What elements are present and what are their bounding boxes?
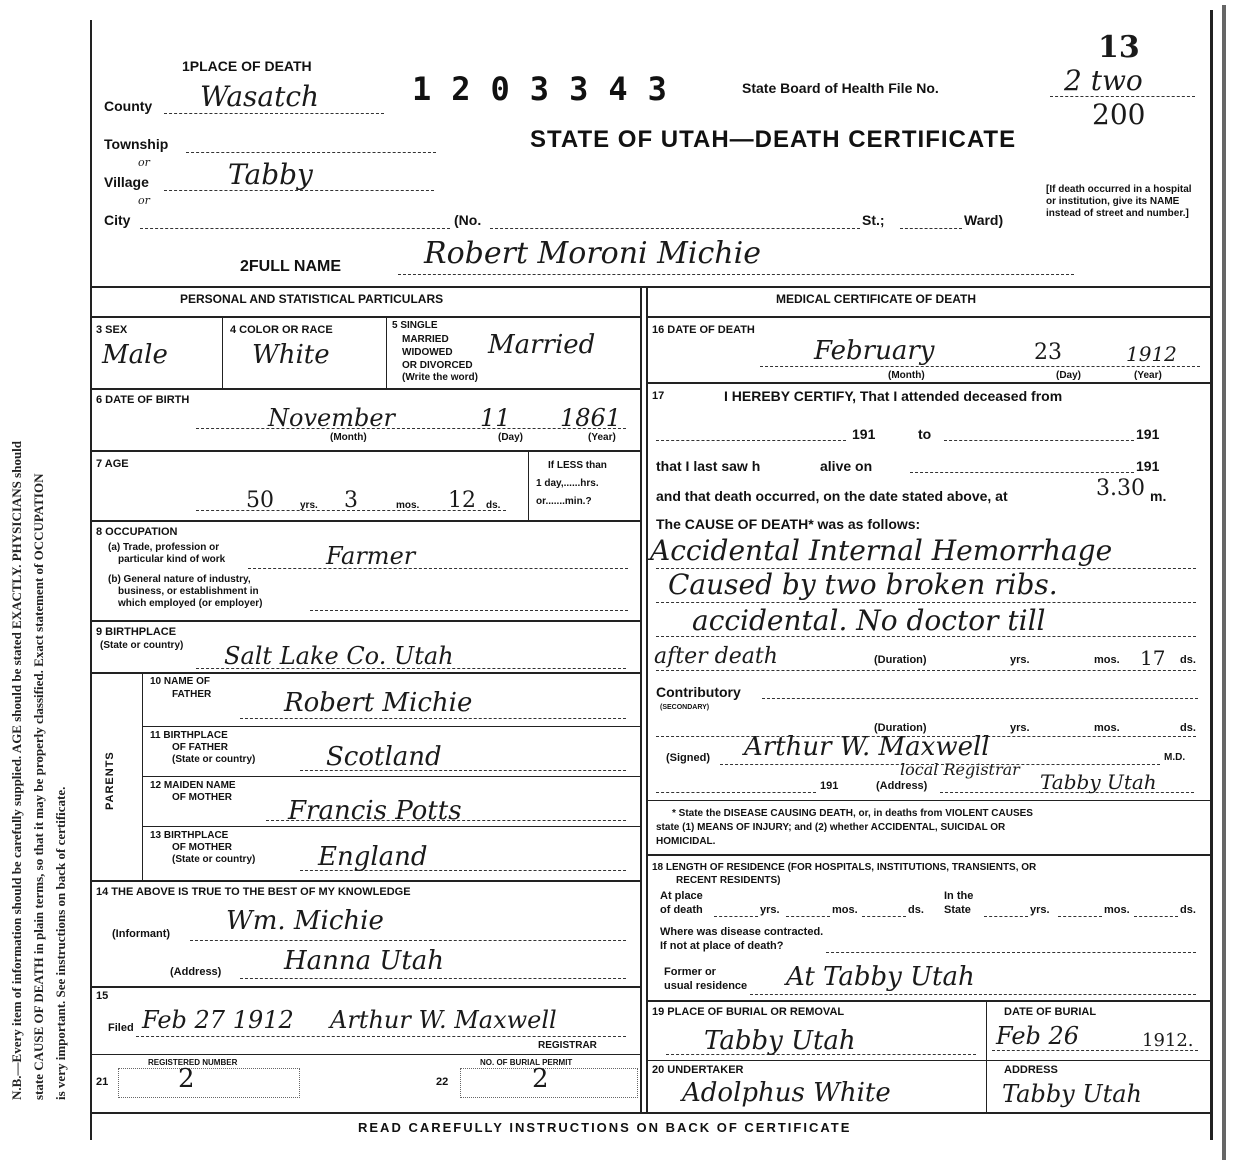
or-text-2: or — [138, 194, 150, 207]
filed-number: 15 — [96, 990, 109, 1002]
marital-label-2: MARRIED — [402, 334, 449, 345]
cause-1: Accidental Internal Hemorrhage — [650, 534, 1113, 567]
side-notice — [6, 0, 76, 1100]
footnote-1: * State the DISEASE CAUSING DEATH, or, in deaths from VIOLENT CAUSES — [672, 808, 1033, 819]
marital-label-1: 5 SINGLE — [392, 320, 438, 331]
signed-date-191: 191 — [820, 780, 839, 792]
signed-date-line — [656, 792, 816, 793]
filed-label: Filed — [108, 1022, 134, 1034]
reg-number-box — [118, 1068, 300, 1098]
page-edge — [1222, 5, 1226, 1160]
undertaker-address-label: ADDRESS — [1004, 1064, 1058, 1076]
v-color-marital — [386, 316, 387, 388]
residence-label-1: 18 LENGTH OF RESIDENCE (FOR HOSPITALS, INSTITUTIONS, TRANSIENTS, OR — [652, 862, 1037, 873]
right-rule-2 — [646, 382, 1210, 384]
section-top-rule — [90, 286, 1210, 288]
residence-label-2: RECENT RESIDENTS) — [676, 875, 781, 886]
secondary-label: (SECONDARY) — [660, 704, 710, 711]
certify-line-1: I HEREBY CERTIFY, That I attended deceased from — [724, 388, 1063, 404]
parents-rule-3 — [142, 826, 640, 827]
right-rule-1 — [646, 316, 1210, 318]
num-17: 17 — [652, 390, 665, 402]
age-months: 3 — [344, 488, 358, 513]
marital-write: (Write the word) — [402, 372, 478, 383]
age-days: 12 — [448, 488, 476, 513]
duration2-yrs: yrs. — [1010, 722, 1030, 734]
father-bp-2: OF FATHER — [172, 742, 228, 753]
full-name-value: Robert Moroni Michie — [424, 236, 761, 271]
age-years: 50 — [246, 488, 274, 513]
local-registrar: local Registrar — [900, 760, 1020, 779]
contributory-label: Contributory — [656, 684, 741, 700]
father-line — [240, 718, 626, 719]
cause-3: accidental. No doctor till — [692, 604, 1046, 637]
certify-to: to — [918, 426, 932, 442]
dod-month: February — [814, 336, 935, 366]
birthplace-sub: (State or country) — [100, 640, 184, 651]
informant-label: (Informant) — [112, 928, 171, 940]
ward-label: Ward) — [964, 212, 1004, 228]
age-label: 7 AGE — [96, 458, 129, 470]
occupation-label: 8 OCCUPATION — [96, 526, 178, 538]
mother-bp-value: England — [318, 842, 428, 872]
place-of-death-label: 1PLACE OF DEATH — [182, 58, 312, 74]
v-age-less — [528, 450, 529, 520]
dob-day-caption: (Day) — [498, 432, 524, 443]
sex-label: 3 SEX — [96, 324, 128, 336]
signed-label: (Signed) — [666, 752, 710, 764]
dod-year: 1912 — [1126, 342, 1177, 366]
left-border — [90, 20, 92, 1140]
father-bp-1: 11 BIRTHPLACE — [150, 730, 228, 741]
certificate-title: STATE OF UTAH—DEATH CERTIFICATE — [530, 126, 1017, 153]
parents-label: PARENTS — [104, 751, 116, 810]
occ-a-1: (a) Trade, profession or — [108, 542, 220, 553]
reg-21: 21 — [96, 1076, 109, 1088]
duration2-ds: ds. — [1180, 722, 1196, 734]
dob-year: 1861 — [560, 404, 622, 432]
father-label-2: FATHER — [172, 689, 212, 700]
occ-b-3: which employed (or employer) — [118, 598, 263, 609]
center-divider — [640, 286, 642, 1112]
in-state-1: In the — [944, 890, 974, 902]
at-place-2: of death — [660, 904, 703, 916]
occ-b-line — [310, 610, 628, 611]
signed-address-label: (Address) — [876, 780, 928, 792]
informant-address-label: (Address) — [170, 966, 222, 978]
certify-line-3b: alive on — [820, 458, 873, 474]
mother-bp-1: 13 BIRTHPLACE — [150, 830, 229, 841]
informant-line — [190, 940, 626, 941]
occ-a-2: particular kind of work — [118, 554, 226, 565]
dob-day: 11 — [480, 404, 511, 432]
at-place-mos-line — [786, 916, 830, 917]
in-state-yrs-line — [984, 916, 1028, 917]
birthplace-label: 9 BIRTHPLACE — [96, 626, 177, 638]
certify-191-a: 191 — [852, 426, 876, 442]
occ-b-2: business, or establishment in — [118, 586, 259, 597]
father-bp-value: Scotland — [326, 742, 442, 772]
right-rule-5 — [646, 1000, 1210, 1002]
right-rule-6 — [646, 1060, 1210, 1061]
hospital-note: [If death occurred in a hospital or institution, give its NAME instead of street and number.] — [1046, 184, 1192, 219]
cause-2: Caused by two broken ribs. — [668, 568, 1058, 601]
burial-divider — [986, 1000, 987, 1112]
former-line — [750, 994, 1196, 995]
left-rule-5 — [90, 620, 640, 622]
at-place-yrs-line — [714, 916, 758, 917]
mother-label-2: OF MOTHER — [172, 792, 232, 803]
registered-no-value: 200 — [1092, 98, 1146, 131]
father-label-1: 10 NAME OF — [150, 676, 211, 687]
former-1: Former or — [664, 966, 716, 978]
village-label: Village — [104, 174, 149, 190]
duration-ds: ds. — [1180, 654, 1196, 666]
occ-a-line — [248, 568, 628, 569]
in-state-yrs: yrs. — [1030, 904, 1050, 916]
left-rule-8 — [90, 986, 640, 988]
marital-label-4: OR DIVORCED — [402, 360, 473, 371]
marital-label-3: WIDOWED — [402, 347, 453, 358]
parents-rule-2 — [142, 776, 640, 777]
burial-permit-box — [460, 1068, 638, 1098]
medical-heading: MEDICAL CERTIFICATE OF DEATH — [776, 292, 976, 306]
informant-value: Wm. Michie — [226, 906, 384, 936]
duration2-mos: mos. — [1094, 722, 1120, 734]
dod-month-caption: (Month) — [888, 370, 925, 381]
dob-month-caption: (Month) — [330, 432, 367, 443]
street-label: St.; — [862, 212, 885, 228]
reg-22: 22 — [436, 1076, 449, 1088]
in-state-ds-line — [1134, 916, 1178, 917]
left-rule-7 — [90, 880, 640, 882]
dod-year-caption: (Year) — [1134, 370, 1162, 381]
age-yrs-unit: yrs. — [300, 500, 318, 511]
duration2-label: (Duration) — [874, 722, 927, 734]
right-rule-4 — [646, 854, 1210, 856]
contracted-2: If not at place of death? — [660, 940, 784, 952]
ward-line — [900, 228, 962, 229]
parents-rule-1 — [142, 726, 640, 727]
duration-mos: mos. — [1094, 654, 1120, 666]
left-rule-2 — [90, 388, 640, 390]
certify-line-3c: 191 — [1136, 458, 1160, 474]
footer-instructions: READ CAREFULLY INSTRUCTIONS ON BACK OF CERTIFICATE — [358, 1120, 852, 1135]
right-rule-3 — [646, 800, 1210, 801]
burial-date-label: DATE OF BURIAL — [1004, 1006, 1097, 1018]
personal-heading: PERSONAL AND STATISTICAL PARTICULARS — [180, 292, 444, 306]
contracted-line — [826, 952, 1196, 953]
dob-month: November — [268, 404, 396, 432]
dob-year-caption: (Year) — [588, 432, 616, 443]
sex-value: Male — [102, 340, 168, 370]
contracted-1: Where was disease contracted. — [660, 926, 824, 938]
signed-address-value: Tabby Utah — [1040, 770, 1157, 794]
certify-from-line — [656, 440, 846, 441]
at-place-mos: mos. — [832, 904, 858, 916]
in-state-mos: mos. — [1104, 904, 1130, 916]
county-line — [164, 113, 384, 114]
left-rule-6 — [90, 672, 640, 674]
state-board-label: State Board of Health File No. — [742, 80, 939, 96]
in-state-2: State — [944, 904, 971, 916]
certificate-number: 1203343 — [412, 70, 687, 108]
md-label: M.D. — [1164, 752, 1186, 763]
right-border — [1210, 10, 1213, 1140]
burial-date-value: Feb 26 — [996, 1022, 1080, 1050]
full-name-label: 2FULL NAME — [240, 258, 342, 275]
father-value: Robert Michie — [284, 688, 473, 718]
file-no-top: 13 — [1098, 30, 1140, 65]
duration-line — [656, 670, 1196, 671]
street-no-label: (No. — [454, 212, 482, 228]
registrar-signature: Arthur W. Maxwell — [330, 1006, 557, 1034]
county-label: County — [104, 98, 153, 114]
left-rule-4 — [90, 520, 640, 522]
dod-line — [760, 366, 1200, 367]
mother-bp-2: OF MOTHER — [172, 842, 232, 853]
undertaker-value: Adolphus White — [682, 1078, 891, 1108]
burial-place-value: Tabby Utah — [704, 1026, 856, 1056]
full-name-line — [398, 274, 1074, 275]
dob-label: 6 DATE OF BIRTH — [96, 394, 190, 406]
knowledge-label: 14 THE ABOVE IS TRUE TO THE BEST OF MY KNOWLEDGE — [96, 886, 411, 898]
side-notice-line-2: state CAUSE OF DEATH in plain terms, so that it may be properly classified. Exact statement of OCCUPATION — [31, 473, 46, 1100]
township-line — [186, 152, 436, 153]
certify-191-b: 191 — [1136, 426, 1160, 442]
duration-days: 17 — [1140, 646, 1166, 670]
dod-day: 23 — [1034, 340, 1062, 365]
occ-b-1: (b) General nature of industry, — [108, 574, 251, 585]
in-state-ds: ds. — [1180, 904, 1196, 916]
reg-number-label: REGISTERED NUMBER — [148, 1058, 238, 1067]
dod-day-caption: (Day) — [1056, 370, 1082, 381]
duration-label: (Duration) — [874, 654, 927, 666]
color-value: White — [252, 340, 330, 370]
burial-place-label: 19 PLACE OF BURIAL OR REMOVAL — [652, 1006, 845, 1018]
left-rule-9 — [90, 1054, 640, 1055]
at-place-1: At place — [660, 890, 703, 902]
county-value: Wasatch — [200, 80, 320, 113]
less-than-2: 1 day,......hrs. — [536, 478, 599, 489]
mother-value: Francis Potts — [288, 796, 462, 826]
birthplace-value: Salt Lake Co. Utah — [224, 642, 454, 670]
township-label: Township — [104, 136, 169, 152]
former-residence-value: At Tabby Utah — [786, 962, 975, 992]
cause-line-2 — [656, 602, 1196, 603]
at-place-yrs: yrs. — [760, 904, 780, 916]
village-value: Tabby — [228, 158, 313, 191]
side-notice-line-1: N.B.—Every item of information should be carefully supplied. AGE should be stated EXACTLY. PHYSICIANS should — [9, 440, 24, 1100]
less-than-1: If LESS than — [548, 460, 607, 471]
center-divider-2 — [646, 286, 648, 1112]
burial-year: 1912. — [1142, 1030, 1194, 1051]
father-bp-3: (State or country) — [172, 754, 256, 765]
mother-label-1: 12 MAIDEN NAME — [150, 780, 236, 791]
certify-line-3a: that I last saw h — [656, 458, 761, 474]
side-notice-line-3: is very important. See instructions on back of certificate. — [53, 786, 68, 1100]
cause-label: The CAUSE OF DEATH* was as follows: — [656, 516, 921, 532]
city-label: City — [104, 212, 131, 228]
marital-value: Married — [488, 330, 596, 360]
footnote-3: HOMICIDAL. — [656, 836, 716, 847]
dod-label: 16 DATE OF DEATH — [652, 324, 755, 336]
footnote-2: state (1) MEANS OF INJURY; and (2) whether ACCIDENTAL, SUICIDAL OR — [656, 822, 1006, 833]
filed-line — [136, 1036, 626, 1037]
burial-permit-value: 2 — [532, 1064, 549, 1094]
burial-permit-label: NO. OF BURIAL PERMIT — [480, 1058, 573, 1067]
color-label: 4 COLOR OR RACE — [230, 324, 333, 336]
former-2: usual residence — [664, 980, 748, 992]
filed-date: Feb 27 1912 — [142, 1006, 294, 1034]
file-no-value: 2 two — [1064, 64, 1143, 97]
at-place-ds-line — [862, 916, 906, 917]
age-mos-unit: mos. — [396, 500, 420, 511]
left-rule-3 — [90, 450, 640, 452]
city-line — [140, 228, 450, 229]
v-sex-color — [222, 316, 223, 388]
mother-bp-3: (State or country) — [172, 854, 256, 865]
left-rule-1 — [90, 316, 640, 318]
age-ds-unit: ds. — [486, 500, 501, 511]
at-place-ds: ds. — [908, 904, 924, 916]
undertaker-address-value: Tabby Utah — [1002, 1080, 1143, 1108]
time-suffix: m. — [1150, 488, 1167, 504]
time-of-death: 3.30 — [1096, 476, 1145, 501]
contributory-line — [762, 698, 1198, 699]
registrar-label: REGISTRAR — [538, 1040, 597, 1051]
street-line — [490, 228, 860, 229]
certify-to-line — [944, 440, 1134, 441]
informant-address-value: Hanna Utah — [284, 946, 445, 976]
certify-line-4: and that death occurred, on the date stated above, at — [656, 488, 1008, 504]
certify-alive-line — [910, 472, 1134, 473]
in-state-mos-line — [1058, 916, 1102, 917]
informant-address-line — [240, 978, 626, 979]
cause-4: after death — [654, 644, 778, 669]
bottom-border — [90, 1112, 1210, 1114]
undertaker-label: 20 UNDERTAKER — [652, 1064, 744, 1076]
or-text-1: or — [138, 156, 150, 169]
reg-number-value: 2 — [178, 1064, 195, 1094]
occupation-value: Farmer — [326, 542, 416, 570]
signed-value: Arthur W. Maxwell — [744, 732, 990, 762]
duration-yrs: yrs. — [1010, 654, 1030, 666]
less-than-3: or.......min.? — [536, 496, 592, 507]
